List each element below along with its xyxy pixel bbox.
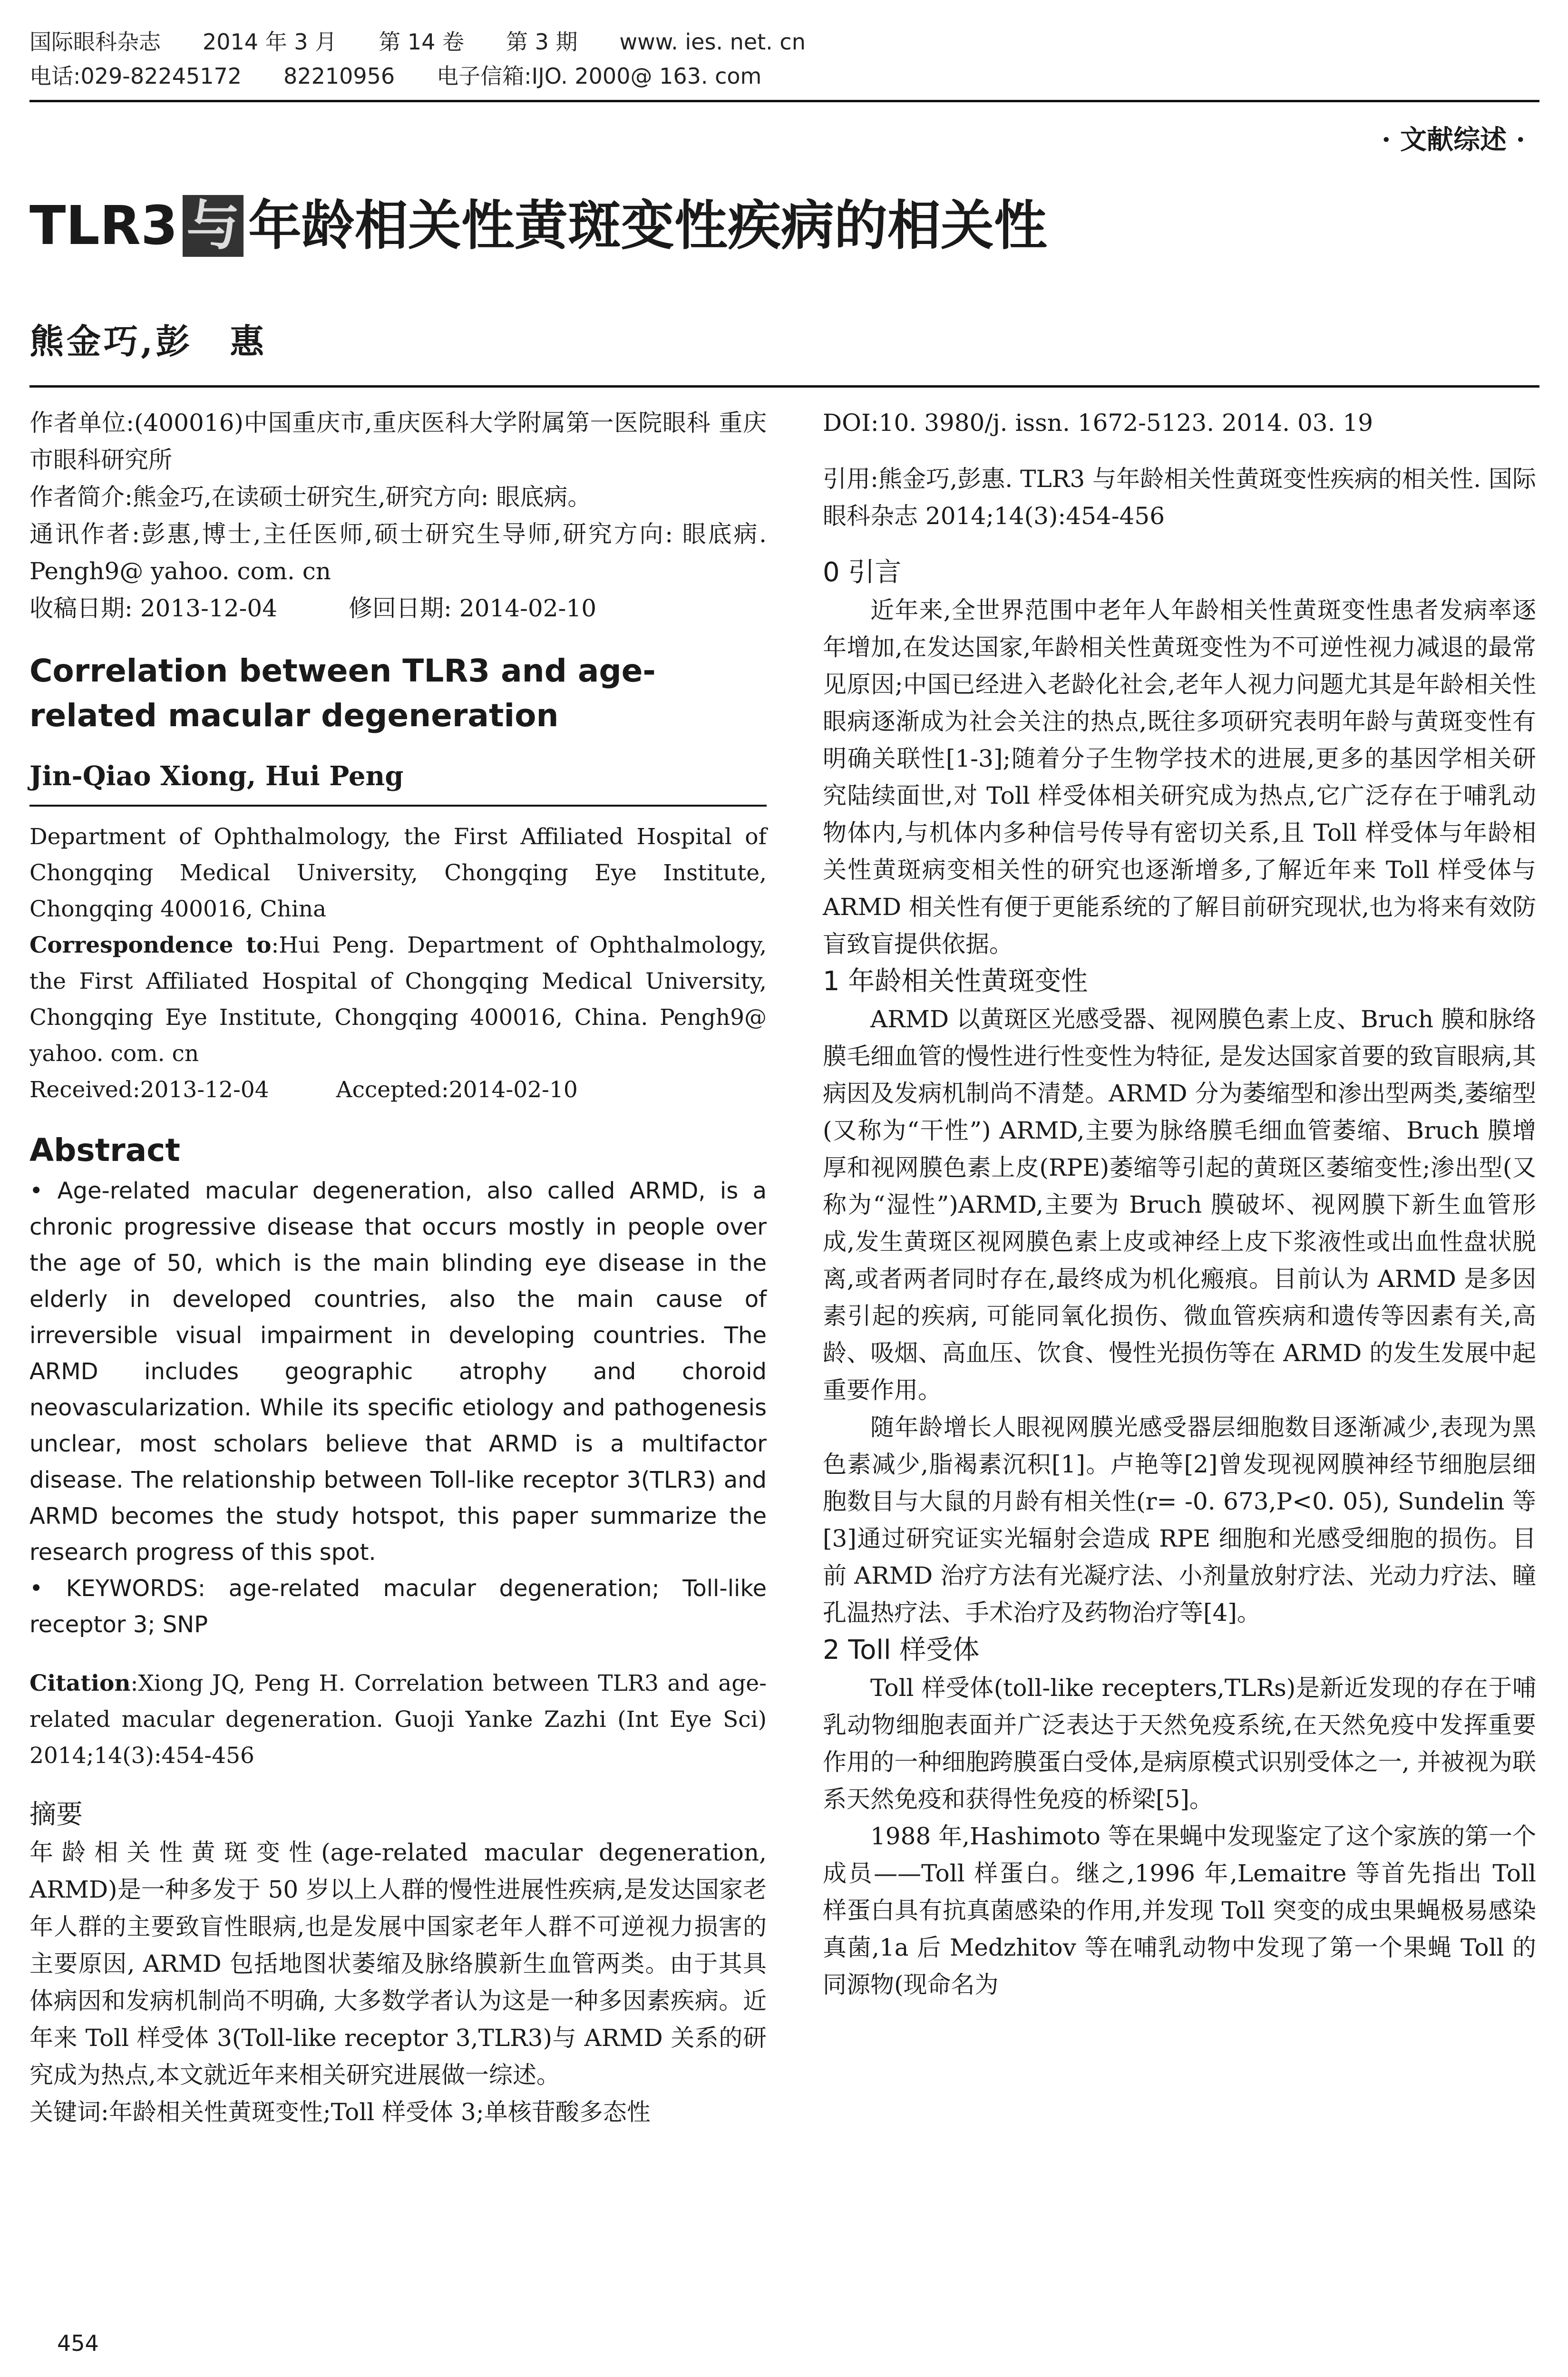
chinese-abstract: 年龄相关性黄斑变性(age-related macular degeneration, ARMD)是一种多发于 50 岁以上人群的慢性进展性疾病,是发达国家老年人群的主要致盲性眼病,也是发展中国家老年人群不可逆视力损害的主要原因, ARMD 包括地图状萎缩及脉络膜新生血管两类。由于其具体病因和发病机制尚不明确, 大多数学者认为这是一种多因素疾病。近年来 Toll 样受体 3(Toll-like receptor 3,TLR3)与 ARMD 关系的研究成为热点,本文就近年来相关研究进展做一综述。 [29,1839,767,2089]
section-0-body: 近年来,全世界范围中老年人年龄相关性黄斑变性患者发病率逐年增加,在发达国家,年龄相关性黄斑变性为不可逆性视力减退的最常见原因;中国已经进入老龄化社会,老年人视力问题尤其是年龄相关性眼病逐渐成为社会关注的热点,既往多项研究表明年龄与黄斑变性有明确关联性[1-3];随着分子生物学技术的进展,更多的基因学相关研究陆续面世,对 Toll 样受体相关研究成为热点,它广泛存在于哺乳动物体内,与机体内多种信号传导有密切关系,且 Toll 样受体与年龄相关性黄斑病变相关性的研究也逐渐增多,了解近年来 Toll 样受体与 ARMD 相关性有便于更能系统的了解目前研究现状,也为将来有效防盲致盲提供依据。 [823,596,1536,958]
corresponding-author: 通讯作者:彭惠,博士,主任医师,硕士研究生导师,研究方向: 眼底病. Pengh9@ yahoo. com. cn [29,520,767,585]
section-2-paragraph-2: 1988 年,Hashimoto 等在果蝇中发现鉴定了这个家族的第一个成员——Toll 样蛋白。继之,1996 年,Lemaitre 等首先指出 Toll 样蛋白具有抗真菌感染的作用,并发现 Toll 突变的成虫果蝇极易感染真菌,1a 后 Medzhitov 等在哺乳动物中发现了第一个果蝇 Toll 的同源物(现命名为 [823,1822,1536,1998]
journal-header [29,25,847,93]
citation-text: :Xiong JQ, Peng H. Correlation between TLR3 and age-related macular degeneration. Guoji Yanke Zazhi (Int Eye Sci) 2014;14(3):454-456 [29,1670,767,1769]
doi: DOI:10. 3980/j. issn. 1672-5123. 2014. 03. 19 [823,409,1373,437]
section-1-paragraph-2: 随年龄增长人眼视网膜光感受器层细胞数目逐渐减少,表现为黑色素减少,脂褐素沉积[1]。卢艳等[2]曾发现视网膜神经节细胞层细胞数目与大鼠的月龄有相关性(r= -0. 673,P<0. 05), Sundelin 等[3]通过研究证实光辐射会造成 RPE 细胞和光感受细胞的损伤。目前 ARMD 治疗方法有光凝疗法、小剂量放射疗法、光动力疗法、瞳孔温热疗法、手术治疗及药物治疗等[4]。 [823,1413,1536,1627]
received-dates: 收稿日期: 2013-12-04 修回日期: 2014-02-10 [29,594,597,622]
correspondence-label: Correspondence to [29,932,272,958]
article-title [29,195,1047,257]
title-part-3: 年龄相关性黄斑变性疾病的相关性 [248,195,1047,257]
abstract-heading: Abstract [29,1132,180,1169]
left-column [29,404,767,2131]
author-bio: 作者简介:熊金巧,在读硕士研究生,研究方向: 眼底病。 [29,483,592,511]
section-1-heading: 1 年龄相关性黄斑变性 [823,966,1088,997]
english-correspondence [29,927,767,1072]
chinese-abstract-heading: 摘要 [29,1799,83,1830]
english-department: Department of Ophthalmology, the First Affiliated Hospital of Chongqing Medical University, Chongqing Eye Institute, Chongqing 400016, China [29,824,767,922]
section-0-heading: 0 引言 [823,557,902,588]
section-2-heading: 2 Toll 样受体 [823,1635,980,1666]
phone: 电话:029-82245172 [29,63,242,89]
authors-zh: 熊金巧,彭 惠 [29,321,267,361]
email: 电子信箱:IJO. 2000@ 163. com [437,63,762,89]
english-keywords: • KEYWORDS: age-related macular degeneration; Toll-like receptor 3; SNP [29,1575,767,1638]
journal-name: 国际眼科杂志 [29,29,161,55]
title-part-2: 与 [183,195,243,257]
header-rule [29,100,1539,102]
english-citation [29,1666,767,1774]
section-label: · 文献综述 · [1382,124,1525,156]
english-authors: Jin-Qiao Xiong, Hui Peng [29,760,404,792]
author-unit: 作者单位:(400016)中国重庆市,重庆医科大学附属第一医院眼科 重庆市眼科研究所 [29,409,767,474]
citation-label: Citation [29,1670,131,1696]
title-rule [29,385,1539,388]
phone-2: 82210956 [283,63,395,89]
english-authors-rule [29,805,767,807]
volume: 第 14 卷 [379,29,464,55]
journal-website: www. ies. net. cn [619,29,806,55]
issue-date: 2014 年 3 月 [203,29,337,55]
section-1-paragraph-1: ARMD 以黄斑区光感受器、视网膜色素上皮、Bruch 膜和脉络膜毛细血管的慢性进行性变性为特征, 是发达国家首要的致盲眼病,其病因及发病机制尚不清楚。ARMD 分为萎缩型和渗出型两类,萎缩型(又称为“干性”) ARMD,主要为脉络膜毛细血管萎缩、Bruch 膜增厚和视网膜色素上皮(RPE)萎缩等引起的黄斑区萎缩变性;渗出型(又称为“湿性”)ARMD,主要为 Bruch 膜破坏、视网膜下新生血管形成,发生黄斑区视网膜色素上皮或神经上皮下浆液性或出血性盘状脱离,或者两者同时存在,最终成为机化瘢痕。目前认为 ARMD 是多因素引起的疾病, 可能同氧化损伤、微血管疾病和遗传等因素有关,高龄、吸烟、高血压、饮食、慢性光损伤等在 ARMD 的发生发展中起重要作用。 [823,1005,1537,1404]
section-2-paragraph-1: Toll 样受体(toll-like recepters,TLRs)是新近发现的存在于哺乳动物细胞表面并广泛表达于天然免疫系统,在天然免疫中发挥重要作用的一种细胞跨膜蛋白受体,是病原模式识别受体之一, 并被视为联系天然免疫和获得性免疫的桥梁[5]。 [823,1674,1536,1813]
page-number: 454 [57,2330,99,2356]
english-dates: Received:2013-12-04 Accepted:2014-02-10 [29,1077,578,1103]
right-column [823,404,1536,2003]
english-abstract: • Age-related macular degeneration, also called ARMD, is a chronic progressive disease that occurs mostly in people over the age of 50, which is the main blinding eye disease in the elderly in developed countries, also the main cause of irreversible visual impairment in developing countries. The ARMD includes geographic atrophy and choroid neovascularization. While its specific etiology and pathogenesis unclear, most scholars believe that ARMD is a multifactor disease. The relationship between Toll-like receptor 3(TLR3) and ARMD becomes the study hotspot, this paper summarize the research progress of this spot. [29,1178,767,1566]
correspondence-text: :Hui Peng. Department of Ophthalmology, the First Affiliated Hospital of Chongqing Medical University, Chongqing Eye Institute, Chongqing 400016, China. Pengh9@ yahoo. com. cn [29,932,767,1067]
header-line-1 [29,25,847,59]
title-part-1: TLR3 [29,195,178,257]
chinese-keywords: 关键词:年龄相关性黄斑变性;Toll 样受体 3;单核苷酸多态性 [29,2098,651,2126]
issue-number: 第 3 期 [506,29,578,55]
english-title: Correlation between TLR3 and age-related macular degeneration [29,653,656,734]
chinese-citation: 引用:熊金巧,彭惠. TLR3 与年龄相关性黄斑变性疾病的相关性. 国际眼科杂志 2014;14(3):454-456 [823,465,1536,530]
header-line-2 [29,59,847,93]
